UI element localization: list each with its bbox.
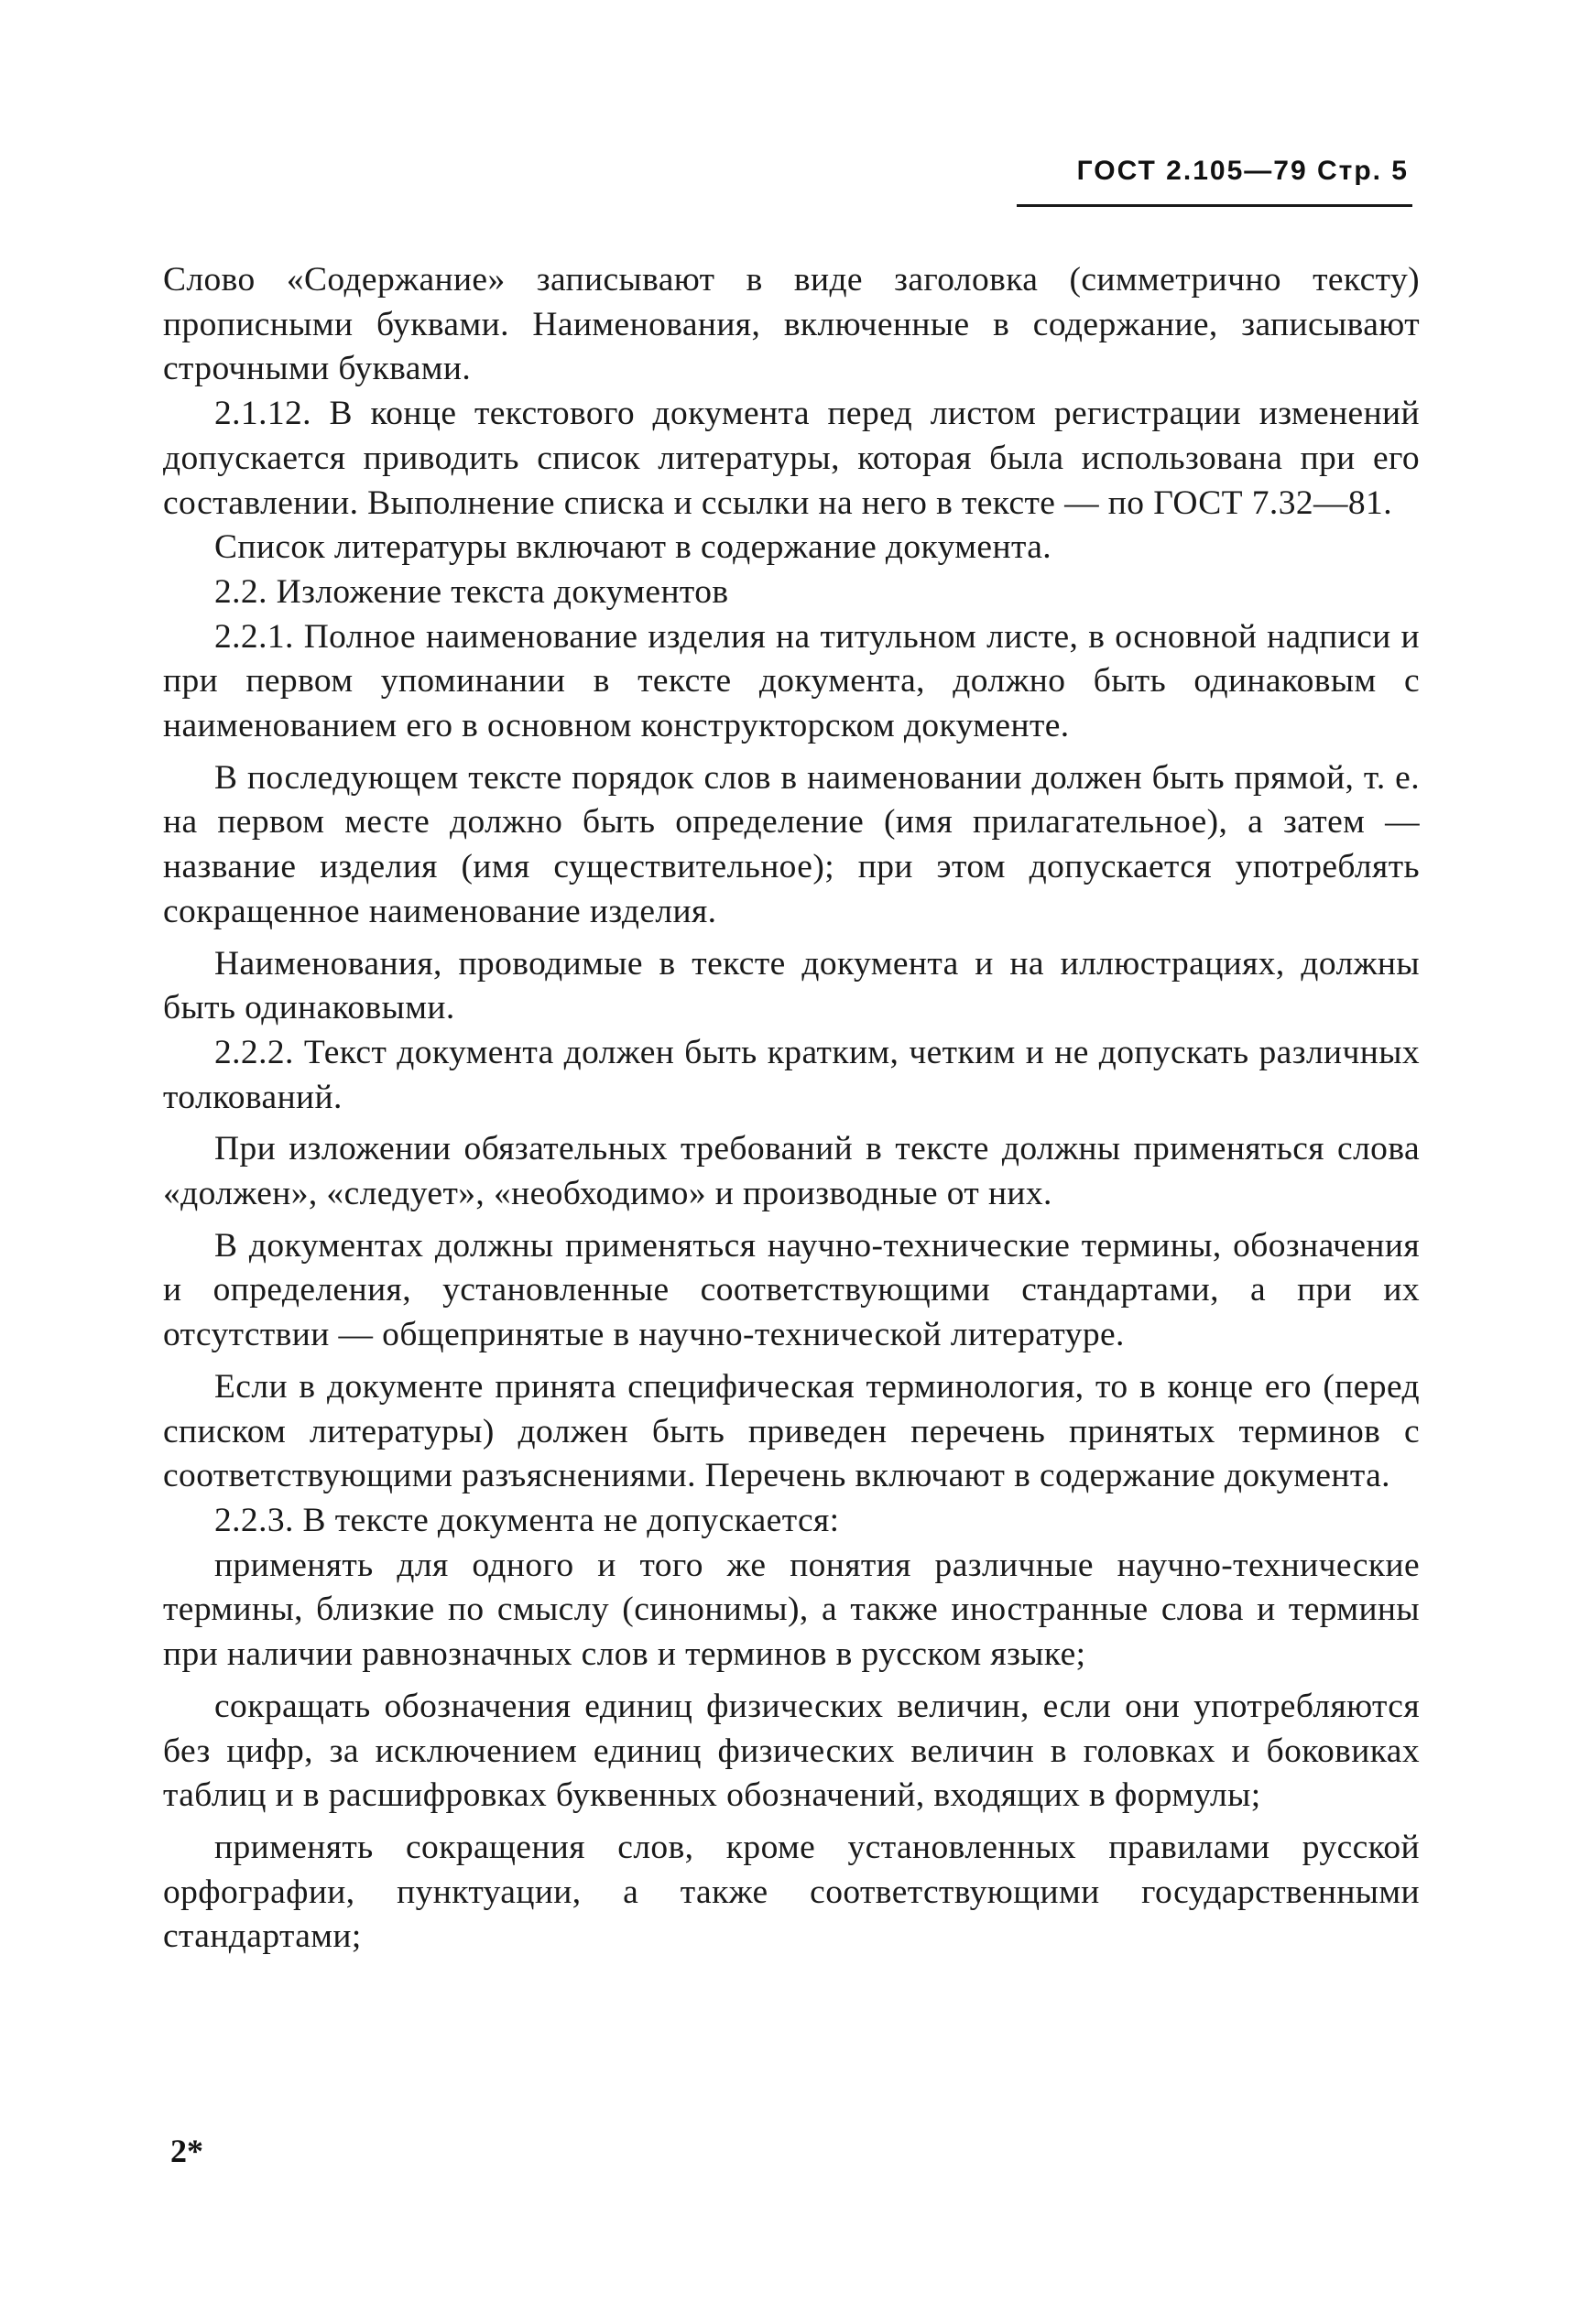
paragraph: 2.2.2. Текст документа должен быть кратким, четким и не допускать различных толкований.	[163, 1033, 1420, 1116]
paragraph: 2.2.3. В тексте документа не допускается:	[214, 1501, 840, 1539]
paragraph: Слово «Содержание» записывают в виде заголовка (симметрично тексту) прописными буквами. Наименования, включенные в содержание, записывают строчными буквами.	[163, 261, 1420, 388]
running-header: ГОСТ 2.105—79 Стр. 5	[1076, 156, 1409, 186]
paragraph: В документах должны применяться научно-технические термины, обозначения и определения, установленные соответствующими стандартами, а при их отсутствии — общепринятые в научно-технической литературе.	[163, 1226, 1420, 1354]
paragraph: 2.2.1. Полное наименование изделия на титульном листе, в основной надписи и при первом упоминании в тексте документа, должно быть одинаковым с наименованием его в основном конструкторском документе.	[163, 617, 1420, 745]
body-text	[163, 258, 1420, 1960]
list-item: применять для одного и того же понятия различные научно-технические термины, близкие по смыслу (синонимы), а также иностранные слова и термины при наличии равнозначных слов и терминов в русском языке;	[163, 1546, 1420, 1674]
paragraph: Если в документе принята специфическая терминология, то в конце его (перед списком литературы) должен быть приведен перечень принятых терминов с соответствующими разъяснениями. Перечень включают в содержание документа.	[163, 1367, 1420, 1495]
paragraph: 2.1.12. В конце текстового документа перед листом регистрации изменений допускается приводить список литературы, которая была использована при его составлении. Выполнение списка и ссылки на него в тексте — по ГОСТ 7.32—81.	[163, 395, 1420, 522]
list-item: сокращать обозначения единиц физических величин, если они употребляются без цифр, за исключением единиц физических величин в головках и боковиках таблиц и в расшифровках буквенных обозначений, входящих в формулы;	[163, 1687, 1420, 1815]
paragraph: Список литературы включают в содержание документа.	[214, 528, 1052, 567]
header-rule	[1017, 204, 1412, 207]
paragraph: В последующем тексте порядок слов в наименовании должен быть прямой, т. е. на первом месте должно быть определение (имя прилагательное), а затем — название изделия (имя существительное); при этом допускается употреблять сокращенное наименование изделия.	[163, 758, 1420, 930]
list-item: применять сокращения слов, кроме установленных правилами русской орфографии, пунктуации, а также соответствующими государственными стандартами;	[163, 1828, 1420, 1956]
signature-mark: 2*	[170, 2133, 203, 2169]
paragraph: При изложении обязательных требований в тексте должны применяться слова «должен», «следует», «необходимо» и производные от них.	[163, 1130, 1420, 1213]
paragraph: Наименования, проводимые в тексте документа и на иллюстрациях, должны быть одинаковыми.	[163, 944, 1420, 1027]
section-heading: 2.2. Изложение текста документов	[214, 572, 729, 611]
